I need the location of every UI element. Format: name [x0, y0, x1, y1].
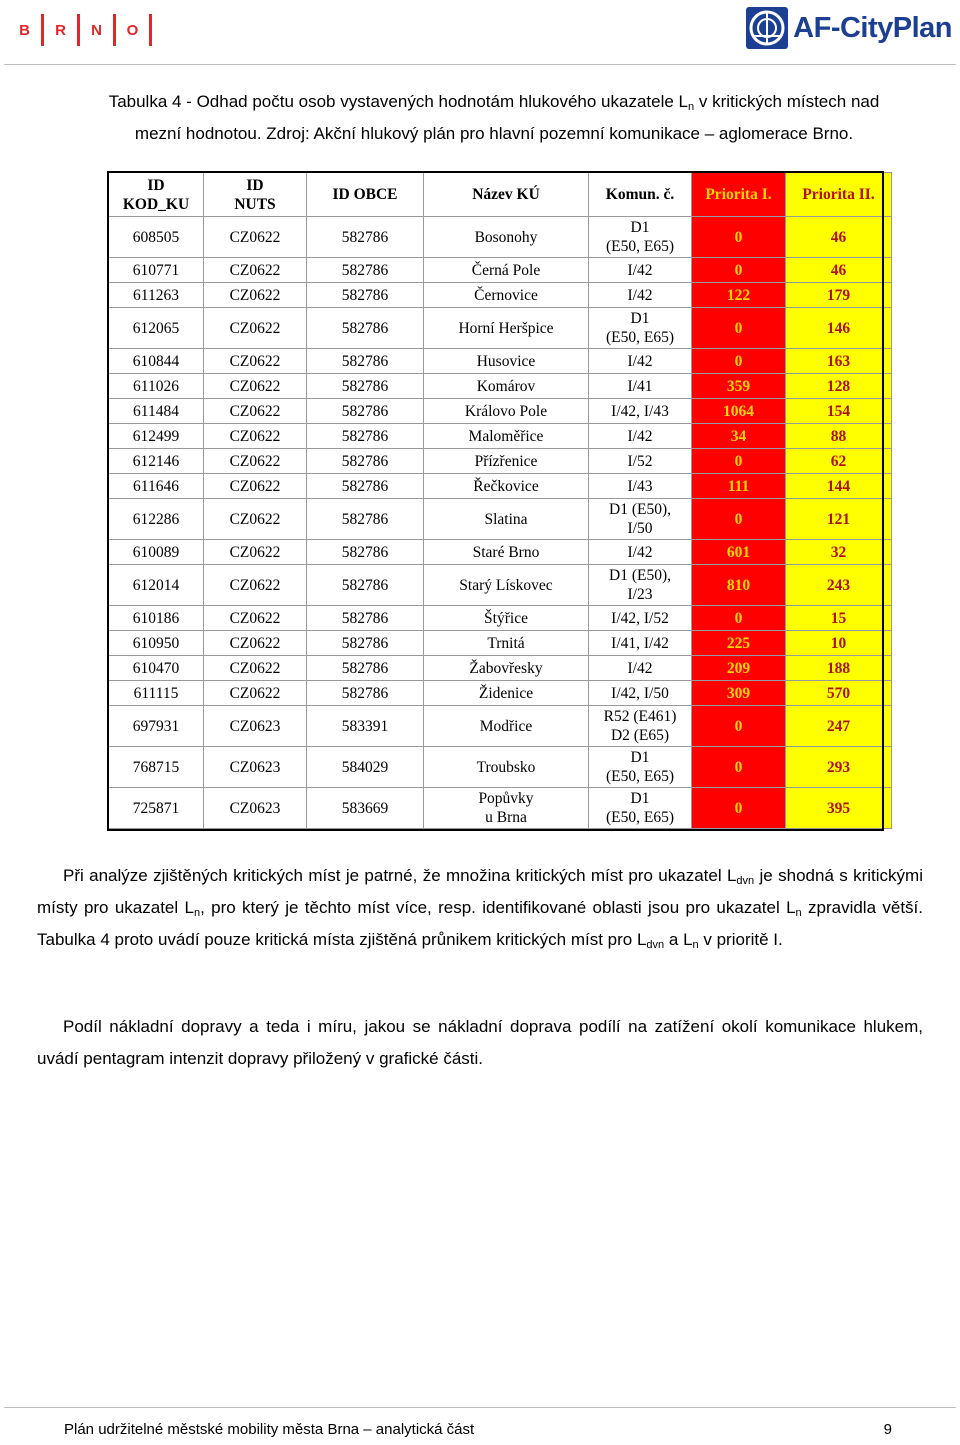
- cell-nazev-ku: Slatina: [424, 499, 589, 540]
- cell-priorita-1: 0: [692, 258, 786, 283]
- cell-priorita-1: 0: [692, 449, 786, 474]
- cell-id-obce: 582786: [307, 681, 424, 706]
- cell-priorita-2: 154: [786, 399, 892, 424]
- cell-nazev-ku: Modřice: [424, 706, 589, 747]
- cell-priorita-1: 0: [692, 747, 786, 788]
- table-row: [109, 449, 892, 474]
- cell-id-obce: 582786: [307, 449, 424, 474]
- cell-priorita-2: 128: [786, 374, 892, 399]
- cell-komun: D1 (E50, E65): [589, 788, 692, 829]
- cell-priorita-2: 570: [786, 681, 892, 706]
- cell-nazev-ku: Černovice: [424, 283, 589, 308]
- cell-kod-ku: 697931: [109, 706, 204, 747]
- cell-priorita-2: 163: [786, 349, 892, 374]
- cell-priorita-2: 243: [786, 565, 892, 606]
- cell-kod-ku: 725871: [109, 788, 204, 829]
- cell-id-obce: 582786: [307, 258, 424, 283]
- cell-priorita-2: 15: [786, 606, 892, 631]
- cell-priorita-2: 144: [786, 474, 892, 499]
- cell-kod-ku: 612286: [109, 499, 204, 540]
- cell-nazev-ku: Starý Lískovec: [424, 565, 589, 606]
- cell-nuts: CZ0622: [204, 631, 307, 656]
- cell-komun: D1 (E50, E65): [589, 308, 692, 349]
- table-row: [109, 656, 892, 681]
- cell-kod-ku: 611484: [109, 399, 204, 424]
- cell-id-obce: 583391: [307, 706, 424, 747]
- cell-id-obce: 582786: [307, 565, 424, 606]
- cell-priorita-1: 225: [692, 631, 786, 656]
- cell-nazev-ku: Přízřenice: [424, 449, 589, 474]
- table-caption: Tabulka 4 - Odhad počtu osob vystavených hodnotám hlukového ukazatele $L_n$ v kritických místech nad mezní hodnotou. Zdroj: Akční hlukový plán pro hlavní pozemní komunikace – aglomerace Brno.: [108, 92, 880, 143]
- cell-komun: R52 (E461) D2 (E65): [589, 706, 692, 747]
- table-row: [109, 706, 892, 747]
- cell-priorita-2: 46: [786, 217, 892, 258]
- cell-id-obce: 582786: [307, 474, 424, 499]
- cell-priorita-1: 0: [692, 349, 786, 374]
- table-header-row: [109, 173, 892, 217]
- cell-nazev-ku: Trnitá: [424, 631, 589, 656]
- cell-id-obce: 582786: [307, 308, 424, 349]
- table-row: [109, 349, 892, 374]
- cell-komun: D1 (E50, E65): [589, 747, 692, 788]
- cell-komun: D1 (E50, E65): [589, 217, 692, 258]
- cell-nuts: CZ0623: [204, 706, 307, 747]
- col-header-priorita-1: Priorita I.: [692, 173, 786, 217]
- cell-priorita-1: 0: [692, 308, 786, 349]
- cell-nazev-ku: Štýřice: [424, 606, 589, 631]
- cell-nuts: CZ0622: [204, 424, 307, 449]
- table-row: [109, 747, 892, 788]
- cell-priorita-2: 395: [786, 788, 892, 829]
- cell-komun: I/42: [589, 656, 692, 681]
- cell-id-obce: 582786: [307, 499, 424, 540]
- cell-komun: I/42: [589, 424, 692, 449]
- cell-komun: I/43: [589, 474, 692, 499]
- col-header-kod-ku: ID KOD_KU: [109, 173, 204, 217]
- brno-letter-n: N: [91, 21, 102, 39]
- cell-priorita-2: 32: [786, 540, 892, 565]
- cell-priorita-1: 209: [692, 656, 786, 681]
- table-row: [109, 606, 892, 631]
- noise-table: [108, 172, 892, 829]
- brno-letter-o: O: [126, 21, 139, 39]
- cell-nuts: CZ0622: [204, 656, 307, 681]
- cell-nuts: CZ0622: [204, 349, 307, 374]
- table-row: [109, 424, 892, 449]
- cell-id-obce: 582786: [307, 656, 424, 681]
- col-header-nuts: ID NUTS: [204, 173, 307, 217]
- cell-priorita-1: 810: [692, 565, 786, 606]
- cell-nazev-ku: Troubsko: [424, 747, 589, 788]
- cell-nazev-ku: Komárov: [424, 374, 589, 399]
- cell-priorita-2: 188: [786, 656, 892, 681]
- cell-id-obce: 582786: [307, 349, 424, 374]
- cell-nuts: CZ0622: [204, 499, 307, 540]
- col-header-id-obce: ID OBCE: [307, 173, 424, 217]
- cell-priorita-2: 10: [786, 631, 892, 656]
- cell-komun: I/42: [589, 283, 692, 308]
- table-row: [109, 681, 892, 706]
- cell-nazev-ku: Bosonohy: [424, 217, 589, 258]
- footer-divider: [4, 1407, 956, 1408]
- cell-nuts: CZ0622: [204, 474, 307, 499]
- cell-nuts: CZ0622: [204, 681, 307, 706]
- cell-kod-ku: 610844: [109, 349, 204, 374]
- col-header-nazev-ku: Název KÚ: [424, 173, 589, 217]
- cell-nuts: CZ0623: [204, 788, 307, 829]
- cell-priorita-2: 293: [786, 747, 892, 788]
- cell-nazev-ku: Židenice: [424, 681, 589, 706]
- cell-komun: I/42, I/43: [589, 399, 692, 424]
- table-row: [109, 540, 892, 565]
- cell-nuts: CZ0622: [204, 606, 307, 631]
- af-cityplan-logo: [745, 6, 952, 50]
- cell-nazev-ku: Husovice: [424, 349, 589, 374]
- table-row: [109, 474, 892, 499]
- page-header: [0, 0, 960, 66]
- paragraph-analysis: Při analýze zjištěných kritických míst je patrné, že množina kritických míst pro ukazatel $L_{dvn}$ je shodná s kritickými místy pro ukazatel $L_n$, pro který je těchto míst více, resp. identifikované oblasti jsou pro ukazatel $L_n$ zpravidla větší. Tabulka 4 proto uvádí pouze kritická místa zjištěná průnikem kritických míst pro $L_{dvn}$ a $L_n$ v prioritě I.: [37, 866, 923, 951]
- cell-id-obce: 582786: [307, 631, 424, 656]
- cell-nazev-ku: Staré Brno: [424, 540, 589, 565]
- table-row: [109, 788, 892, 829]
- cell-priorita-2: 121: [786, 499, 892, 540]
- table-body: [109, 217, 892, 829]
- cell-nuts: CZ0622: [204, 540, 307, 565]
- cell-nazev-ku: Královo Pole: [424, 399, 589, 424]
- cell-komun: I/41, I/42: [589, 631, 692, 656]
- cell-kod-ku: 610186: [109, 606, 204, 631]
- cell-priorita-1: 122: [692, 283, 786, 308]
- paragraph-freight: Podíl nákladní dopravy a teda i míru, jakou se nákladní doprava podílí na zatížení okolí komunikace hlukem, uvádí pentagram intenzit dopravy přiložený v grafické části.: [37, 1017, 923, 1068]
- cell-kod-ku: 608505: [109, 217, 204, 258]
- cell-priorita-1: 359: [692, 374, 786, 399]
- cell-id-obce: 582786: [307, 374, 424, 399]
- cell-kod-ku: 612146: [109, 449, 204, 474]
- cell-nuts: CZ0622: [204, 449, 307, 474]
- cell-id-obce: 583669: [307, 788, 424, 829]
- cell-nuts: CZ0622: [204, 258, 307, 283]
- cell-priorita-2: 88: [786, 424, 892, 449]
- cell-priorita-1: 309: [692, 681, 786, 706]
- company-name: AF-CityPlan: [793, 11, 952, 44]
- cell-kod-ku: 612499: [109, 424, 204, 449]
- cell-id-obce: 582786: [307, 606, 424, 631]
- cell-id-obce: 584029: [307, 747, 424, 788]
- cell-nuts: CZ0622: [204, 374, 307, 399]
- cell-kod-ku: 610470: [109, 656, 204, 681]
- cell-kod-ku: 610089: [109, 540, 204, 565]
- table-row: [109, 399, 892, 424]
- cell-komun: I/52: [589, 449, 692, 474]
- cell-priorita-2: 146: [786, 308, 892, 349]
- cell-id-obce: 582786: [307, 217, 424, 258]
- cell-nazev-ku: Popůvky u Brna: [424, 788, 589, 829]
- header-divider: [4, 64, 956, 65]
- cell-nuts: CZ0622: [204, 399, 307, 424]
- cell-id-obce: 582786: [307, 399, 424, 424]
- table-row: [109, 631, 892, 656]
- cell-nazev-ku: Řečkovice: [424, 474, 589, 499]
- cell-nazev-ku: Horní Heršpice: [424, 308, 589, 349]
- brno-letter-b: B: [19, 21, 30, 39]
- brno-logo: [16, 14, 160, 46]
- cell-priorita-1: 34: [692, 424, 786, 449]
- cell-nuts: CZ0622: [204, 308, 307, 349]
- footer-title: Plán udržitelné městské mobility města Brna – analytická část: [64, 1421, 475, 1438]
- cell-kod-ku: 610950: [109, 631, 204, 656]
- cell-kod-ku: 611263: [109, 283, 204, 308]
- cell-nazev-ku: Maloměřice: [424, 424, 589, 449]
- cell-kod-ku: 768715: [109, 747, 204, 788]
- cell-komun: D1 (E50), I/23: [589, 565, 692, 606]
- cell-priorita-1: 1064: [692, 399, 786, 424]
- af-emblem-icon: [745, 6, 789, 50]
- cell-priorita-2: 247: [786, 706, 892, 747]
- brno-letter-r: R: [55, 21, 66, 39]
- cell-nuts: CZ0622: [204, 283, 307, 308]
- table-row: [109, 217, 892, 258]
- page-number: 9: [883, 1421, 892, 1438]
- cell-kod-ku: 610771: [109, 258, 204, 283]
- cell-komun: I/42: [589, 540, 692, 565]
- cell-priorita-1: 111: [692, 474, 786, 499]
- cell-kod-ku: 612014: [109, 565, 204, 606]
- cell-priorita-1: 0: [692, 706, 786, 747]
- table-row: [109, 258, 892, 283]
- cell-kod-ku: 611115: [109, 681, 204, 706]
- cell-komun: I/42: [589, 349, 692, 374]
- cell-nazev-ku: Žabovřesky: [424, 656, 589, 681]
- cell-id-obce: 582786: [307, 540, 424, 565]
- cell-priorita-2: 62: [786, 449, 892, 474]
- cell-nuts: CZ0622: [204, 565, 307, 606]
- table-row: [109, 283, 892, 308]
- table-row: [109, 565, 892, 606]
- table-row: [109, 308, 892, 349]
- cell-nazev-ku: Černá Pole: [424, 258, 589, 283]
- cell-id-obce: 582786: [307, 424, 424, 449]
- cell-komun: I/42: [589, 258, 692, 283]
- cell-komun: I/41: [589, 374, 692, 399]
- cell-id-obce: 582786: [307, 283, 424, 308]
- col-header-komun: Komun. č.: [589, 173, 692, 217]
- col-header-priorita-2: Priorita II.: [786, 173, 892, 217]
- cell-priorita-1: 0: [692, 217, 786, 258]
- table-row: [109, 499, 892, 540]
- cell-priorita-1: 601: [692, 540, 786, 565]
- cell-nuts: CZ0623: [204, 747, 307, 788]
- cell-komun: D1 (E50), I/50: [589, 499, 692, 540]
- cell-kod-ku: 612065: [109, 308, 204, 349]
- cell-kod-ku: 611026: [109, 374, 204, 399]
- cell-priorita-1: 0: [692, 606, 786, 631]
- table-row: [109, 374, 892, 399]
- cell-priorita-1: 0: [692, 499, 786, 540]
- cell-komun: I/42, I/52: [589, 606, 692, 631]
- cell-priorita-2: 46: [786, 258, 892, 283]
- cell-nuts: CZ0622: [204, 217, 307, 258]
- cell-kod-ku: 611646: [109, 474, 204, 499]
- cell-komun: I/42, I/50: [589, 681, 692, 706]
- cell-priorita-2: 179: [786, 283, 892, 308]
- cell-priorita-1: 0: [692, 788, 786, 829]
